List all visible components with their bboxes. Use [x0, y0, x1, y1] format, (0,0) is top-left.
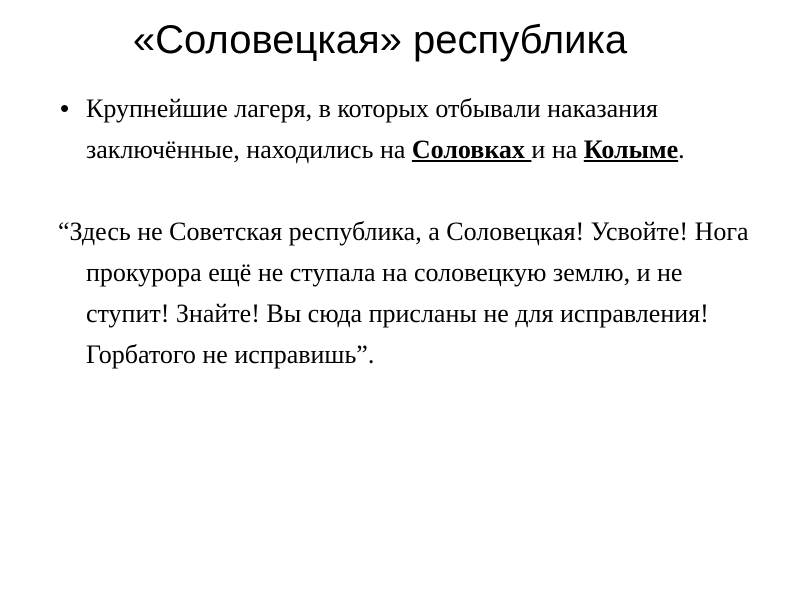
slide-body — [58, 88, 758, 375]
bullet-text-middle: и на — [531, 135, 584, 164]
bullet-text-before: Крупнейшие лагеря, в которых отбывали наказания заключённые, находились на — [86, 94, 658, 164]
slide-title: «Соловецкая» республика — [132, 18, 628, 62]
bullet-text-after: . — [678, 135, 685, 164]
solovki-link[interactable]: Соловках — [411, 135, 532, 164]
bullet-marker: • — [60, 93, 70, 123]
bullet-item — [58, 88, 758, 170]
quote-paragraph: “Здесь не Советская республика, а Соловецкая! Усвойте! Нога прокурора ещё не ступала на соловецкую землю, и не ступит! Знайте! Вы сюда присланы не для исправления! Горбатого не исправишь”. — [58, 217, 749, 369]
kolyma-link[interactable]: Колыме — [583, 135, 679, 164]
